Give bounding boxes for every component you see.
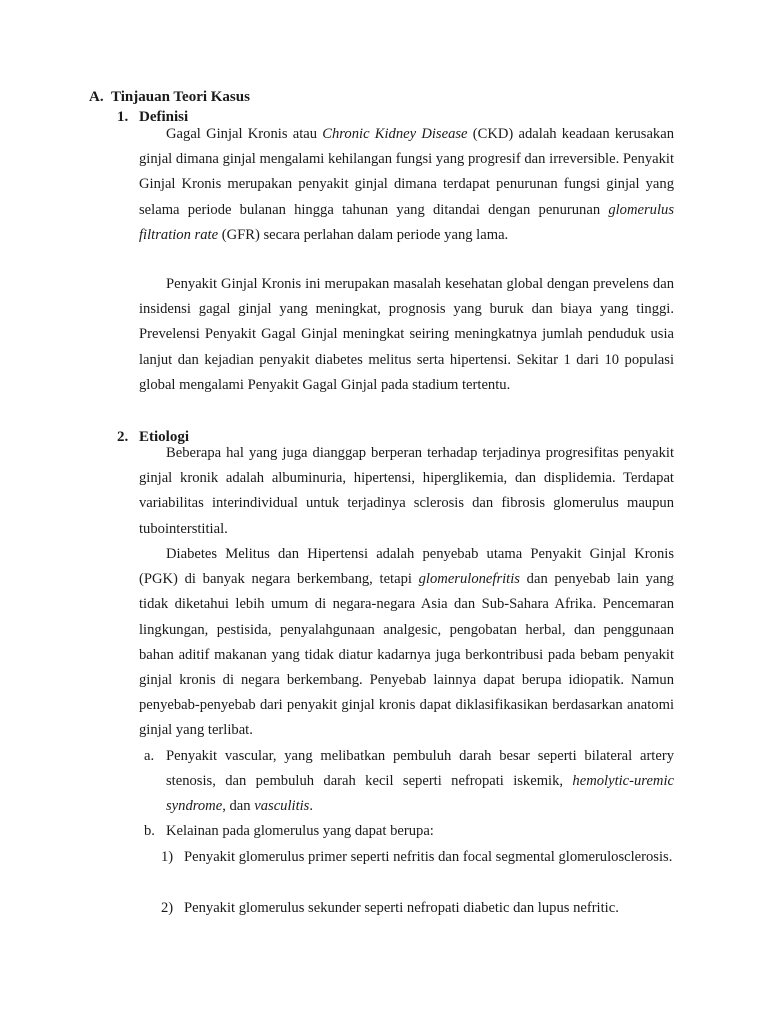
text-run: (GFR) secara perlahan dalam periode yang lama. xyxy=(218,226,509,243)
italic-term: Chronic Kidney Disease xyxy=(322,126,468,142)
list-marker-b: b. xyxy=(144,823,155,839)
sublist-item-1: Penyakit glomerulus primer seperti nefritis dan focal segmental glomerulosclerosis. xyxy=(184,849,673,865)
text-run: Gagal Ginjal Kronis atau xyxy=(166,126,323,142)
definisi-paragraph-1 xyxy=(139,122,674,248)
subsection-title: Etiologi xyxy=(139,429,190,445)
definisi-paragraph-2: Penyakit Ginjal Kronis ini merupakan masalah kesehatan global dengan prevelens dan insidensi gagal ginjal yang meningkat, prognosis yang buruk dan biaya yang tinggi. Prevelensi Penyakit Gagal Ginjal meningkat seiring meningkatnya jumlah penduduk usia lanjut dan kejadian penyakit diabetes melitus serta hipertensi. Sekitar 1 dari 10 populasi global mengalami Penyakit Gagal Ginjal pada stadium tertentu. xyxy=(139,276,674,393)
list-marker-a: a. xyxy=(144,748,155,764)
sublist-marker-2: 2) xyxy=(161,900,174,916)
subsection-title: Definisi xyxy=(139,109,189,125)
section-marker: A. xyxy=(89,89,104,105)
text-run: (CKD) adalah keadaan kerusakan ginjal dimana ginjal mengalami kehilangan fungsi yang progresif dan irreversible. Penyakit Ginjal Kronis merupakan penyakit ginjal dimana terdapat penurunan fungsi ginjal yang selama periode bulanan hingga tahunan yang ditandai dengan penurunan xyxy=(139,126,674,218)
text-run: Penyakit vascular, yang melibatkan pembuluh darah besar seperti bilateral artery stenosis, dan pembuluh darah kecil seperti nefropati iskemik, xyxy=(166,748,674,790)
subsection-marker: 1. xyxy=(117,109,129,125)
text-run: dan penyebab lain yang tidak diketahui lebih umum di negara-negara Asia dan Sub-Sahara Afrika. Pencemaran lingkungan, pestisida, penyalahgunaan analgesic, pengobatan herbal, dan penggunaan bahan aditif makanan yang tidak diatur kadarnya juga berkontribusi pada bebam penyakit ginjal kronis di negara berkembang. Penyebab lainnya dapat berupa idiopatik. Namun penyebab-penyebab dari penyakit ginjal kronis dapat diklasifikasikan berdasarkan anatomi ginjal yang terlibat. xyxy=(139,571,674,739)
sublist-marker-1: 1) xyxy=(161,849,174,865)
list-item-b: Kelainan pada glomerulus yang dapat berupa: xyxy=(166,823,434,839)
italic-term: hemolytic-uremic syndrome xyxy=(166,773,674,815)
text-run: , dan xyxy=(222,798,255,815)
italic-term: glomerulus filtration rate xyxy=(139,201,674,243)
section-title: Tinjauan Teori Kasus xyxy=(111,89,250,105)
list-item-a xyxy=(166,744,674,820)
etiologi-paragraph-1: Beberapa hal yang juga dianggap berperan terhadap terjadinya progresifitas penyakit ginjal kronik adalah albuminuria, hipertensi, hiperglikemia, dan displidemia. Terdapat variabilitas interindividual untuk terjadinya sclerosis dan fibrosis glomerulus maupun tubointerstitial. xyxy=(139,445,674,537)
text-run: . xyxy=(309,798,314,815)
italic-term: vasculitis xyxy=(254,798,310,815)
italic-term: glomerulonefritis xyxy=(418,571,520,588)
sublist-item-2: Penyakit glomerulus sekunder seperti nefropati diabetic dan lupus nefritic. xyxy=(184,900,619,916)
text-run: Diabetes Melitus dan Hipertensi adalah penyebab utama Penyakit Ginjal Kronis (PGK) di banyak negara berkembang, tetapi xyxy=(139,546,674,588)
etiologi-paragraph-2 xyxy=(139,542,674,744)
subsection-marker: 2. xyxy=(117,429,129,445)
section-heading xyxy=(89,88,250,106)
